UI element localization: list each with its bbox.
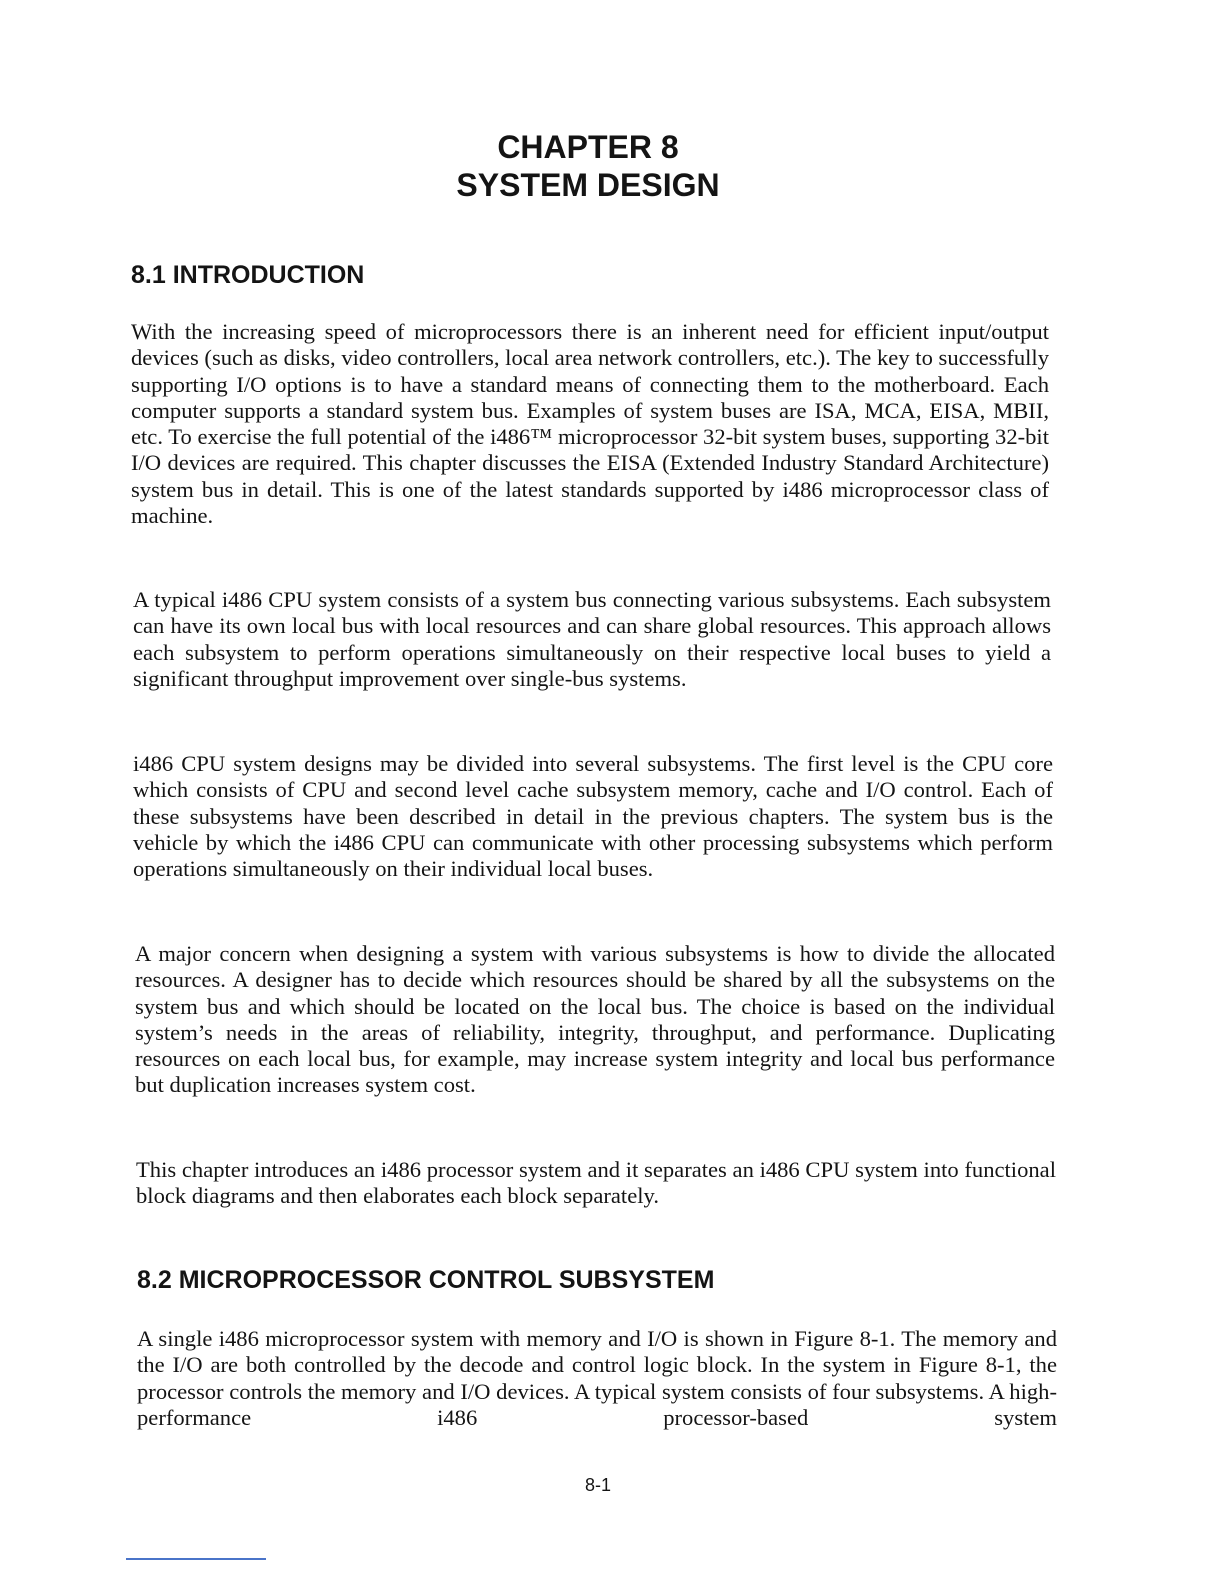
chapter-label: CHAPTER 8 — [497, 129, 679, 165]
paragraph: A typical i486 CPU system consists of a system bus connecting various subsystems. Each subsystem can have its own local bus with local resources and can share global resources. This approach allows each subsystem to perform operations simultaneously on their respective local buses to yield a significant throughput improvement over single-bus systems. — [133, 587, 1051, 691]
scan-edge-rule — [126, 1558, 266, 1560]
section-heading-microprocessor-control: 8.2 MICROPROCESSOR CONTROL SUBSYSTEM — [137, 1266, 715, 1294]
paragraph: This chapter introduces an i486 processor system and it separates an i486 CPU system into functional block diagrams and then elaborates each block separately. — [136, 1157, 1056, 1209]
paragraph: A single i486 microprocessor system with memory and I/O is shown in Figure 8-1. The memory and the I/O are both controlled by the decode and control logic block. In the system in Figure 8-1, the processor controls the memory and I/O devices. A typical system consists of four subsystems. A high-performance i486 processor-based system — [137, 1326, 1057, 1430]
chapter-name: SYSTEM DESIGN — [456, 167, 720, 203]
chapter-title — [0, 128, 1176, 204]
paragraph: i486 CPU system designs may be divided into several subsystems. The first level is the CPU core which consists of CPU and second level cache subsystem memory, cache and I/O control. Each of these subsystems have been described in detail in the previous chapters. The system bus is the vehicle by which the i486 CPU can communicate with other processing subsystems which perform operations simultaneously on their individual local buses. — [133, 751, 1053, 882]
page-number: 8-1 — [584, 1475, 611, 1495]
section-heading-introduction: 8.1 INTRODUCTION — [131, 261, 365, 289]
paragraph: With the increasing speed of microprocessors there is an inherent need for efficient input/output devices (such as disks, video controllers, local area network controllers, etc.). The key to successfully supporting I/O options is to have a standard means of connecting them to the motherboard. Each computer supports a standard system bus. Examples of system buses are ISA, MCA, EISA, MBII, etc. To exercise the full potential of the i486™ microprocessor 32-bit system buses, supporting 32-bit I/O devices are required. This chapter discusses the EISA (Extended Industry Standard Architecture) system bus in detail. This is one of the latest standards supported by i486 microprocessor class of machine. — [131, 319, 1049, 529]
paragraph: A major concern when designing a system with various subsystems is how to divide the allocated resources. A designer has to decide which resources should be shared by all the subsystems on the system bus and which should be located on the local bus. The choice is based on the individual system’s needs in the areas of reliability, integrity, throughput, and performance. Duplicating resources on each local bus, for example, may increase system integrity and local bus performance but duplication increases system cost. — [135, 941, 1055, 1098]
